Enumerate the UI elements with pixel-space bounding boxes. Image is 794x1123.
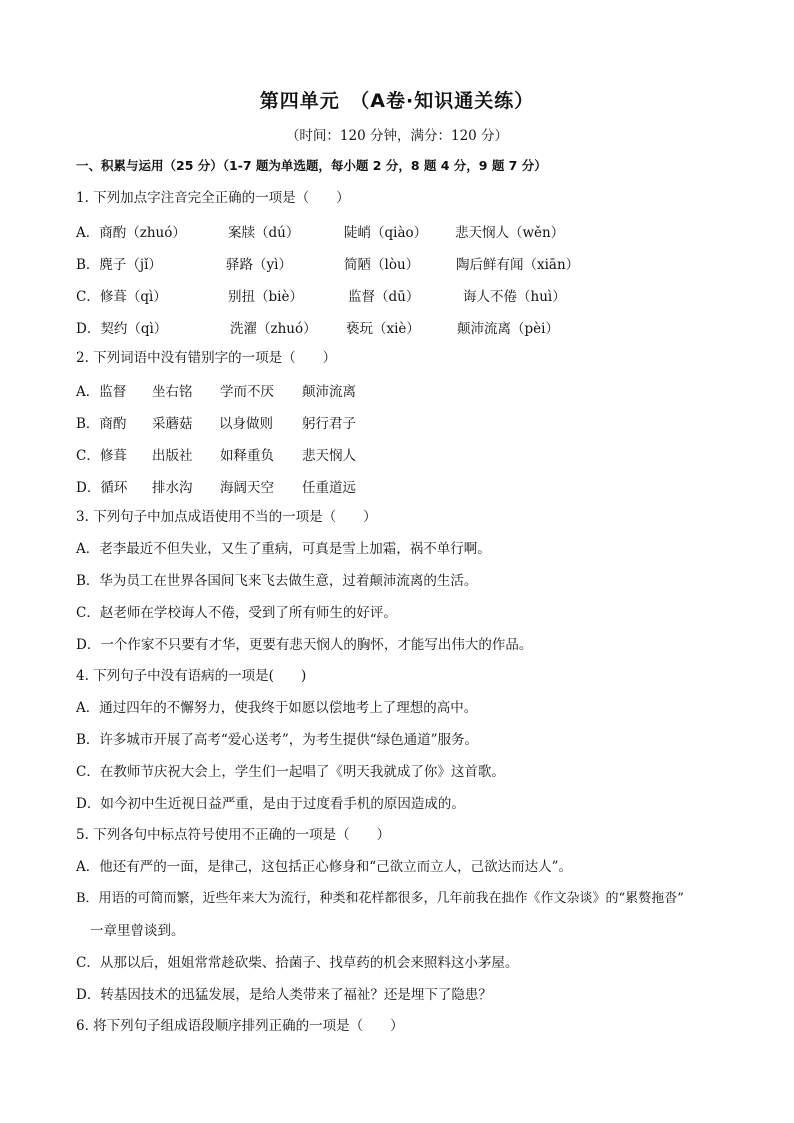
option-item: 别扭（biè）: [228, 289, 303, 305]
question-6-stem: 6. 将下列句子组成语段顺序排列正确的一项是（ ）: [76, 1018, 404, 1034]
section-heading: 一、积累与运用（25 分）（1-7 题为单选题，每小题 2 分，8 题 4 分，9 题 7 分）: [76, 158, 547, 173]
option-item: 坐右铭: [152, 384, 193, 400]
option-item: C．修葺: [76, 448, 127, 464]
question-4-option-b: B．许多城市开展了高考“爱心送考”，为考生提供“绿色通道”服务。: [76, 732, 479, 748]
question-5-option-b-continued: 一章里曾谈到。: [90, 923, 185, 939]
question-3-option-c: C．赵老师在学校诲人不倦，受到了所有师生的好评。: [76, 605, 397, 621]
option-item: 出版社: [152, 448, 193, 464]
question-4-option-a: A．通过四年的不懈努力，使我终于如愿以偿地考上了理想的高中。: [76, 700, 478, 716]
question-5-stem: 5. 下列各句中标点符号使用不正确的一项是（ ）: [76, 827, 391, 843]
question-4-option-d: D．如今初中生近视日益严重，是由于过度看手机的原因造成的。: [76, 796, 465, 812]
question-2-option-d: [76, 476, 776, 494]
question-5-option-b: B．用语的可简而繁，近些年来大为流行，种类和花样都很多，几年前我在拙作《作文杂谈》的“累赘拖沓”: [76, 891, 684, 906]
option-item: 简陋（lòu）: [344, 257, 420, 273]
option-item: 陶后鲜有闻（xiān）: [456, 257, 580, 273]
question-2-option-c: [76, 444, 776, 462]
question-4-option-c: C．在教师节庆祝大会上，学生们一起唱了《明天我就成了你》这首歌。: [76, 764, 505, 780]
question-1-stem: 1. 下列加点字注音完全正确的一项是（ ）: [76, 190, 350, 206]
question-2-option-a: [76, 380, 776, 398]
option-item: 排水沟: [152, 480, 193, 496]
question-3-stem: 3. 下列句子中加点成语使用不当的一项是（ ）: [76, 509, 377, 525]
question-4-stem: 4. 下列句子中没有语病的一项是( ): [76, 668, 307, 684]
option-item: 躬行君子: [302, 416, 356, 432]
option-item: 悲天悯人: [302, 448, 356, 464]
option-item: 监督（dū）: [348, 289, 420, 305]
option-item: 如释重负: [220, 448, 274, 464]
option-item: 颠沛流离（pèi）: [457, 321, 559, 337]
option-item: 任重道远: [302, 480, 356, 496]
question-3-option-a: A．老李最近不但失业，又生了重病，可真是雪上加霜，祸不单行啊。: [76, 541, 491, 557]
question-1-option-c: [76, 285, 776, 303]
question-3-option-d: D．一个作家不只要有才华，更要有悲天悯人的胸怀，才能写出伟大的作品。: [76, 637, 533, 653]
question-1-option-a: [76, 221, 776, 239]
option-item: 亵玩（xiè）: [346, 321, 420, 337]
option-item: 海阔天空: [220, 480, 274, 496]
question-5-option-a: A．他还有严的一面，是律己，这包括正心修身和“己欲立而立人，己欲达而达人”。: [76, 859, 573, 875]
exam-time-score: （时间：120 分钟，满分：120 分）: [285, 128, 509, 144]
option-item: 诲人不倦（huì）: [463, 289, 566, 305]
option-item: 采蘑菇: [152, 416, 193, 432]
option-item: 驿路（yì）: [226, 257, 292, 273]
question-2-stem: 2. 下列词语中没有错别字的一项是（ ）: [76, 350, 337, 366]
option-item: 悲天悯人（wěn）: [455, 225, 565, 241]
question-5-option-d: D．转基因技术的迅猛发展，是给人类带来了福祉？还是埋下了隐患？: [76, 987, 492, 1003]
option-item: A．商酌（zhuó）: [76, 225, 186, 241]
option-item: D．契约（qì）: [76, 321, 168, 337]
option-item: A．监督: [76, 384, 127, 400]
question-1-option-b: [76, 253, 776, 271]
option-item: B．麂子（jǐ）: [76, 257, 162, 273]
question-5-option-c: C．从那以后，姐姐常常趁砍柴、拾菌子、找草药的机会来照料这小茅屋。: [76, 955, 519, 971]
option-item: 案牍（dú）: [228, 225, 300, 241]
question-3-option-b: B．华为员工在世界各国间飞来飞去做生意，过着颠沛流离的生活。: [76, 573, 478, 589]
page-title: 第四单元 （A卷·知识通关练）: [259, 90, 535, 112]
option-item: 以身做则: [219, 416, 273, 432]
question-1-option-d: [76, 317, 776, 335]
option-item: 陡峭（qiào）: [344, 225, 428, 241]
question-2-option-b: [76, 412, 776, 430]
option-item: C．修葺（qì）: [76, 289, 167, 305]
option-item: 学而不厌: [220, 384, 274, 400]
option-item: 洗濯（zhuó）: [230, 321, 317, 337]
option-item: D．循环: [76, 480, 128, 496]
option-item: B．商酌: [76, 416, 127, 432]
option-item: 颠沛流离: [302, 384, 356, 400]
